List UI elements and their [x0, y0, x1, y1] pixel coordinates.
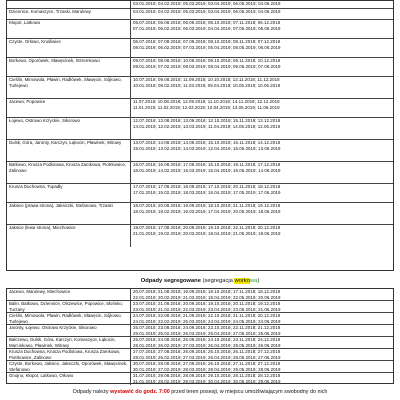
location-cell: Jaksice (lewa strona), Miechowice — [7, 225, 131, 247]
location-cell: Dulsk, Góra, Jaronty, Karczyn, Łąkocin, Pławinek, Witowy — [7, 140, 131, 161]
date-line: 31.07.2018; 29.08.2018; 28.09.2018; 29.10.2018; 28.11.2018; 28.12.2018 — [133, 373, 281, 378]
table-row — [7, 118, 393, 140]
mixed-waste-table — [6, 0, 394, 271]
dates-cell — [131, 203, 393, 224]
date-line: 13.07.2018; 14.08.2018; 14.09.2018; 15.10.2018; 16.11.2018; 14.12.2018 — [133, 140, 281, 145]
table-row — [7, 337, 393, 349]
location-cell: Bałczewo, Dulsk, Góra, Karczyn, Komaszyce, Łąkocin, Marcinkowo, Pławinek, Witowy — [7, 337, 131, 348]
segregated-title: Odpady segregowane — [140, 278, 201, 284]
date-line: 24.07.2018; 22.08.2018; 21.09.2018; 22.10.2018; 21.11.2018; 20.12.2018 — [133, 313, 281, 318]
date-line: 12.07.2018; 13.08.2018; 13.09.2018; 12.10.2018; 15.11.2018; 13.12.2018 — [133, 118, 281, 123]
location-cell: Cieślin, Mimowola, Pławin, Radłówek, Sławęcin, Sójkowo, Turlejewo — [7, 313, 131, 324]
location-cell: Balin, Batkowo, Dziennice, Olszewice, Popowice, Słońsko, Turzany — [7, 301, 131, 312]
table-row — [7, 162, 393, 184]
date-line: 15.01.2019; 13.02.2019; 14.03.2019; 12.04.2019; 15.05.2019; 13.06.2019 — [133, 145, 281, 151]
date-line: 06.07.2018; 07.08.2018; 07.09.2018; 08.10.2018; 08.11.2018; 07.12.2018 — [133, 39, 281, 44]
date-line: 20.07.2018; 21.08.2018; 19.09.2018; 18.10.2018; 17.11.2018; 18.12.2018 — [133, 289, 281, 294]
dates-cell — [131, 99, 393, 117]
date-line: 23.01.2019; 21.02.2019; 22.03.2019; 23.04.2019; 23.05.2019; 21.06.2019 — [133, 306, 281, 312]
date-line: 22.01.2019; 20.02.2019; 21.03.2019; 19.04.2019; 22.05.2019; 20.06.2019 — [133, 294, 281, 300]
date-line: 17.01.2019; 15.02.2019; 18.03.2019; 16.04.2019; 17.05.2019; 17.06.2019 — [133, 189, 281, 195]
location-cell: Kłopot, Latkowo — [7, 20, 131, 38]
date-line: 10.01.2019; 08.02.2019; 11.03.2019; 09.04.2019; 10.05.2019; 10.06.2019 — [133, 82, 281, 88]
date-line: 11.07.2018; 10.08.2018; 12.09.2018; 11.10.2018; 14.11.2018; 12.12.2018 — [133, 99, 280, 104]
dates-cell — [131, 373, 393, 385]
table-row — [7, 9, 393, 20]
date-line: 14.01.2019; 12.02.2019; 13.03.2019; 11.04.2019; 14.05.2019; 12.06.2019 — [133, 123, 281, 129]
table-row — [7, 184, 393, 203]
table-row — [7, 361, 393, 373]
dates-cell — [131, 1, 393, 8]
location-cell: Jacewo, Marulewy, Miechowice — [7, 289, 131, 300]
dates-cell — [131, 140, 393, 161]
dates-cell — [131, 58, 393, 76]
table-row — [7, 325, 393, 337]
location-cell — [7, 1, 131, 8]
location-cell: Cieślin, Mimowola, Pławin, Radłówek, Sławęcin, Sójkowo, Turlejewo — [7, 77, 131, 98]
date-line: 30.07.2018; 28.08.2018; 27.09.2018; 26.10.2018; 27.11.2018; 27.12.2018 — [133, 361, 281, 366]
date-line: 11.01.2019; 11.02.2019; 12.03.2019; 10.04.2019; 13.05.2019; 11.06.2019 — [133, 104, 280, 110]
dates-cell — [131, 349, 393, 360]
date-line: 28.01.2019; 26.02.2019; 27.03.2019; 26.04.2019; 28.05.2019; 26.06.2019 — [133, 342, 281, 348]
dates-cell — [131, 77, 393, 98]
date-line: 07.01.2019; 05.02.2019; 06.03.2019; 04.04.2019; 07.05.2019; 05.06.2019 — [133, 25, 281, 31]
dates-cell — [131, 313, 393, 324]
date-line: 28.01.2019; 26.02.2019; 27.03.2019; 26.04.2019; 28.05.2019; 27.06.2019 — [133, 354, 281, 360]
location-cell: Kruszа Duchowna, Kruszа Podlotowa, Kruszа Zamkowa, Piotrkowice, Zalinowo — [7, 349, 131, 360]
table-row — [7, 58, 393, 77]
date-line: 16.01.2019; 14.02.2019; 15.03.2019; 15.04.2019; 16.05.2019; 14.06.2019 — [133, 167, 281, 173]
location-cell: Jaronty, Łojewo, Ostrowo Krzyckie, Sikorowo — [7, 325, 131, 336]
location-cell: Łojewo, Ostrowo Krzyckie, Sikorowo — [7, 118, 131, 139]
date-line: 18.07.2018; 20.08.2018; 19.09.2018; 18.10.2018; 21.11.2018; 19.12.2018 — [133, 203, 281, 208]
location-cell: Czyste, Orłowo, Kruśliwiec — [7, 39, 131, 57]
location-cell: Dziennice, Komaszyce, Trzaski, Marulewy — [7, 9, 131, 19]
date-line: 17.07.2018; 17.08.2018; 18.09.2018; 17.10.2018; 20.11.2018; 18.12.2018 — [133, 184, 281, 189]
dates-cell — [131, 361, 393, 372]
location-cell: Jacewo, Popowice — [7, 99, 131, 117]
date-line: 25.07.2018; 23.08.2018; 24.09.2018; 23.10.2018; 22.11.2018; 21.12.2018 — [133, 325, 281, 330]
date-line: 08.01.2019; 06.02.2019; 07.03.2019; 05.04.2019; 08.05.2019; 06.06.2019 — [133, 44, 281, 50]
table-row — [7, 140, 393, 162]
dates-cell — [131, 20, 393, 38]
date-line: 09.07.2018; 08.08.2018; 10.09.2018; 09.10.2018; 09.11.2018; 10.12.2018 — [133, 58, 281, 63]
date-line: 30.01.2019; 27.02.2019; 28.03.2019; 29.04.2019; 29.05.2019; 28.06.2019 — [133, 366, 281, 372]
table-row — [7, 373, 393, 385]
date-line: 09.01.2019; 07.02.2019; 08.03.2019; 08.04.2019; 09.05.2019; 07.06.2019 — [133, 63, 281, 69]
table-row — [7, 301, 393, 313]
date-line: 27.07.2018; 27.08.2018; 26.09.2018; 25.10.2018; 26.11.2018; 27.12.2018 — [133, 349, 281, 354]
segregated-subtitle: (segregacja workowa) — [202, 278, 260, 284]
date-line: 05.07.2018; 06.08.2018; 06.09.2018; 08.10.2018; 07.11.2018; 06.12.2018 — [133, 20, 281, 25]
date-line: 25.01.2019; 25.02.2019; 26.03.2019; 25.04.2019; 27.05.2019; 25.06.2019 — [133, 330, 281, 336]
dates-cell — [131, 325, 393, 336]
table-row — [7, 225, 393, 247]
table-row — [7, 1, 393, 9]
dates-cell — [131, 9, 393, 19]
date-line: 21.01.2019; 19.02.2019; 20.03.2019; 18.04.2019; 21.05.2019; 19.06.2019 — [133, 230, 281, 236]
date-line: 19.07.2018; 17.08.2018; 20.09.2018; 19.10.2018; 22.11.2018; 20.12.2018 — [133, 225, 281, 230]
date-line: 04.01.2019; 04.02.2019; 05.03.2019; 03.04.2019; 06.05.2019; 04.06.2019 — [133, 9, 281, 14]
segregated-waste-table — [6, 288, 394, 384]
date-line: 31.01.2019; 28.02.2019; 29.03.2019; 30.04.2019; 30.05.2019; 29.06.2019 — [133, 378, 281, 384]
date-line: 10.07.2018; 09.08.2018; 11.09.2018; 10.10.2018; 13.11.2018; 11.12.2018 — [133, 77, 280, 82]
dates-cell — [131, 162, 393, 183]
dates-cell — [131, 225, 393, 247]
segregated-section-title — [0, 278, 400, 284]
date-line: 18.01.2019; 18.02.2019; 19.03.2019; 17.04.2019; 20.05.2019; 18.06.2019 — [133, 208, 281, 214]
date-line: 03.01.2019; 04.02.2019; 05.03.2019; 03.04.2019; 06.05.2019; 04.06.2019 — [133, 1, 281, 6]
dates-cell — [131, 301, 393, 312]
table-row — [7, 99, 393, 118]
dates-cell — [131, 289, 393, 300]
date-line: 25.07.2018; 24.08.2018; 25.09.2018; 24.10.2018; 23.11.2018; 24.12.2018 — [133, 337, 281, 342]
location-cell: Czyste, Borkowo, Jaksice, Jaksiczki, Oporówek, Sławęcinek, Stefanowo — [7, 361, 131, 372]
location-cell: Batkowo, Kruszа Podlotowa, Kruszа Zamkowa, Piotrkowice, Zalinowo — [7, 162, 131, 183]
location-cell: Kruszа Duchowna, Tupadły — [7, 184, 131, 202]
date-line: 16.07.2018; 16.08.2018; 17.09.2018; 16.10.2018; 19.11.2018; 17.12.2018 — [133, 162, 281, 167]
location-cell: Gnojno, Kłopot, Latkowo, Orłowo — [7, 373, 131, 385]
dates-cell — [131, 184, 393, 202]
dates-cell — [131, 337, 393, 348]
table-row — [7, 349, 393, 361]
table-row — [7, 77, 393, 99]
collection-note: Odpady należy wystawić do godz. 7:00 przed teren posesji, w miejscu umożliwiającym swobodny do nich — [72, 389, 328, 395]
table-row — [7, 289, 393, 301]
table-row — [7, 203, 393, 225]
date-line: 23.07.2018; 21.08.2018; 20.09.2018; 19.10.2018; 20.11.2018; 19.12.2018 — [133, 301, 281, 306]
dates-cell — [131, 39, 393, 57]
date-line: 24.01.2019; 22.02.2019; 25.03.2019; 24.04.2019; 24.05.2019; 24.06.2019 — [133, 318, 281, 324]
location-cell: Borkowo, Oporówek, Sławęcinek, Strzemkowo — [7, 58, 131, 76]
location-cell: Jaksice (prawa strona), Jaksiczki, Stefanowo, Trzaski — [7, 203, 131, 224]
dates-cell — [131, 118, 393, 139]
table-row — [7, 39, 393, 58]
table-row — [7, 20, 393, 39]
table-row — [7, 313, 393, 325]
